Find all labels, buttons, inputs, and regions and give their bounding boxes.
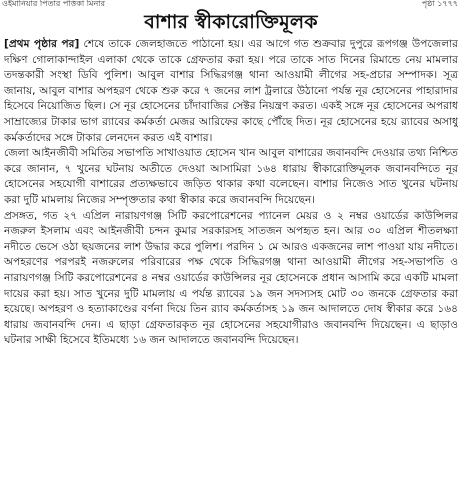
article-paragraph-1 [4, 37, 458, 146]
article-paragraph-2: জেলা আইনজীবী সমিতির সভাপতি সাখাওয়াত হোসেন খান আবুল বাশারের জবানবন্দি দেওয়ার তথ্য নিশ্চিত করে জানান, ৭ খুনের ঘটনায় অতীতে দেওয়া আসামিরা ১৬৪ ধারায় স্বীকারোক্তিমূলক জবানবন্দিতে নূর হোসেনের সহযোগী বাশারের প্রত্যক্ষভাবে জড়িত থাকার কথা বলেছেন। বাশার নিজেও সাত খুনের ঘটনায় করা দুটি মামলায় নিজের সম্পৃক্ততার কথা স্বীকার করে জবানবন্দি দিয়েছেন। [4, 147, 458, 206]
page-header-strip [0, 0, 462, 9]
article-paragraph-3: প্রসঙ্গত, গত ২৭ এপ্রিল নারায়ণগঞ্জ সিটি করপোরেশনের প্যানেল মেয়র ও ২ নম্বর ওয়ার্ডের কাউন্সিলর নজরুল ইসলাম এবং আইনজীবী চন্দন কুমার সরকারসহ সাতজন অপহৃত হন। আর ৩০ এপ্রিল শীতলক্ষ্যা নদীতে ভেসে ওঠা ছয়জনের লাশ উদ্ধার করে পুলিশ। পরদিন ১ মে আরও একজনের লাশ পাওয়া যায় নদীতে। অপহরণের পরপরই নজরুলের পরিবারের পক্ষ থেকে সিদ্ধিরগঞ্জ থানা আওয়ামী লীগের সহ-সভাপতি ও নারায়ণগঞ্জ সিটি করপোরেশনের ৪ নম্বর ওয়ার্ডের কাউন্সিলর নূর হোসেনকে প্রধান আসামি করে একটি মামলা দায়ের করা হয়। সাত খুনের দুটি মামলায় এ পর্যন্ত র‌্যাবের ১৯ জন সদস্যসহ মোট ৩০ জনকে গ্রেফতার করা হয়েছে। অপহরণ ও হত্যাকাণ্ডের বর্ণনা দিয়ে তিন র‌্যাব কর্মকর্তাসহ ১৯ জন আদালতে দোষ স্বীকার করে ১৬৪ ধারায় জবানবন্দি দেন। এ ছাড়া গ্রেফতারকৃত নূর হোসেনের সহযোগীরাও জবানবন্দি দিয়েছেন। এ ছাড়াও ঘটনার সাক্ষী হিসেবে ইতিমধ্যে ১৬ জন আদালতে জবানবন্দি দিয়েছেন। [4, 209, 458, 347]
article-headline: বাশার স্বীকারোক্তিমূলক [144, 11, 318, 33]
newspaper-name: ওইমানিয়ার পিতার পত্তিকা মিনার [2, 0, 105, 8]
article-body [4, 37, 458, 487]
continuation-tag: [প্রথম পৃষ্ঠার পর] [4, 38, 80, 50]
page-number: পৃষ্ঠা ১৭৭৭ [421, 0, 458, 8]
paragraph-text: শেষে তাকে জেলহাজতে পাঠানো হয়। এর আগে গত শুক্রবার দুপুরে রূপগঞ্জ উপজেলার দক্ষিণ গোলাকান্দাইল এলাকা থেকে তাকে গ্রেফতার করা হয়। পরে তাকে সাত দিনের রিমান্ডে নেয় মামলার তদন্তকারী সংস্থা ডিবি পুলিশ। আবুল বাশার সিদ্ধিরগঞ্জ থানা আওয়ামী লীগের সহ-প্রচার সম্পাদক। সূত্র জানায়, আবুল বাশার অপহরণ থেকে শুরু করে ৭ জনের লাশ ট্রলারে উঠানো পর্যন্ত নূর হোসেনের পাহারাদার হিসেবে নিয়োজিত ছিল। সে নূর হোসেনের চাঁদাবাজির সেক্টর নিয়ন্ত্রণ করত। একই সঙ্গে নূর হোসেনের অপরাধ সাম্রাজ্যের টাকার ভাগ র‌্যাবের কর্মকর্তা মেজর আরিফের কাছে পৌঁছে দিত। নূর হোসেনের হয়ে র‌্যাবের অসাধু কর্মকর্তাদের সঙ্গে টাকার লেনদেন করত এই বাশার। [4, 38, 458, 144]
